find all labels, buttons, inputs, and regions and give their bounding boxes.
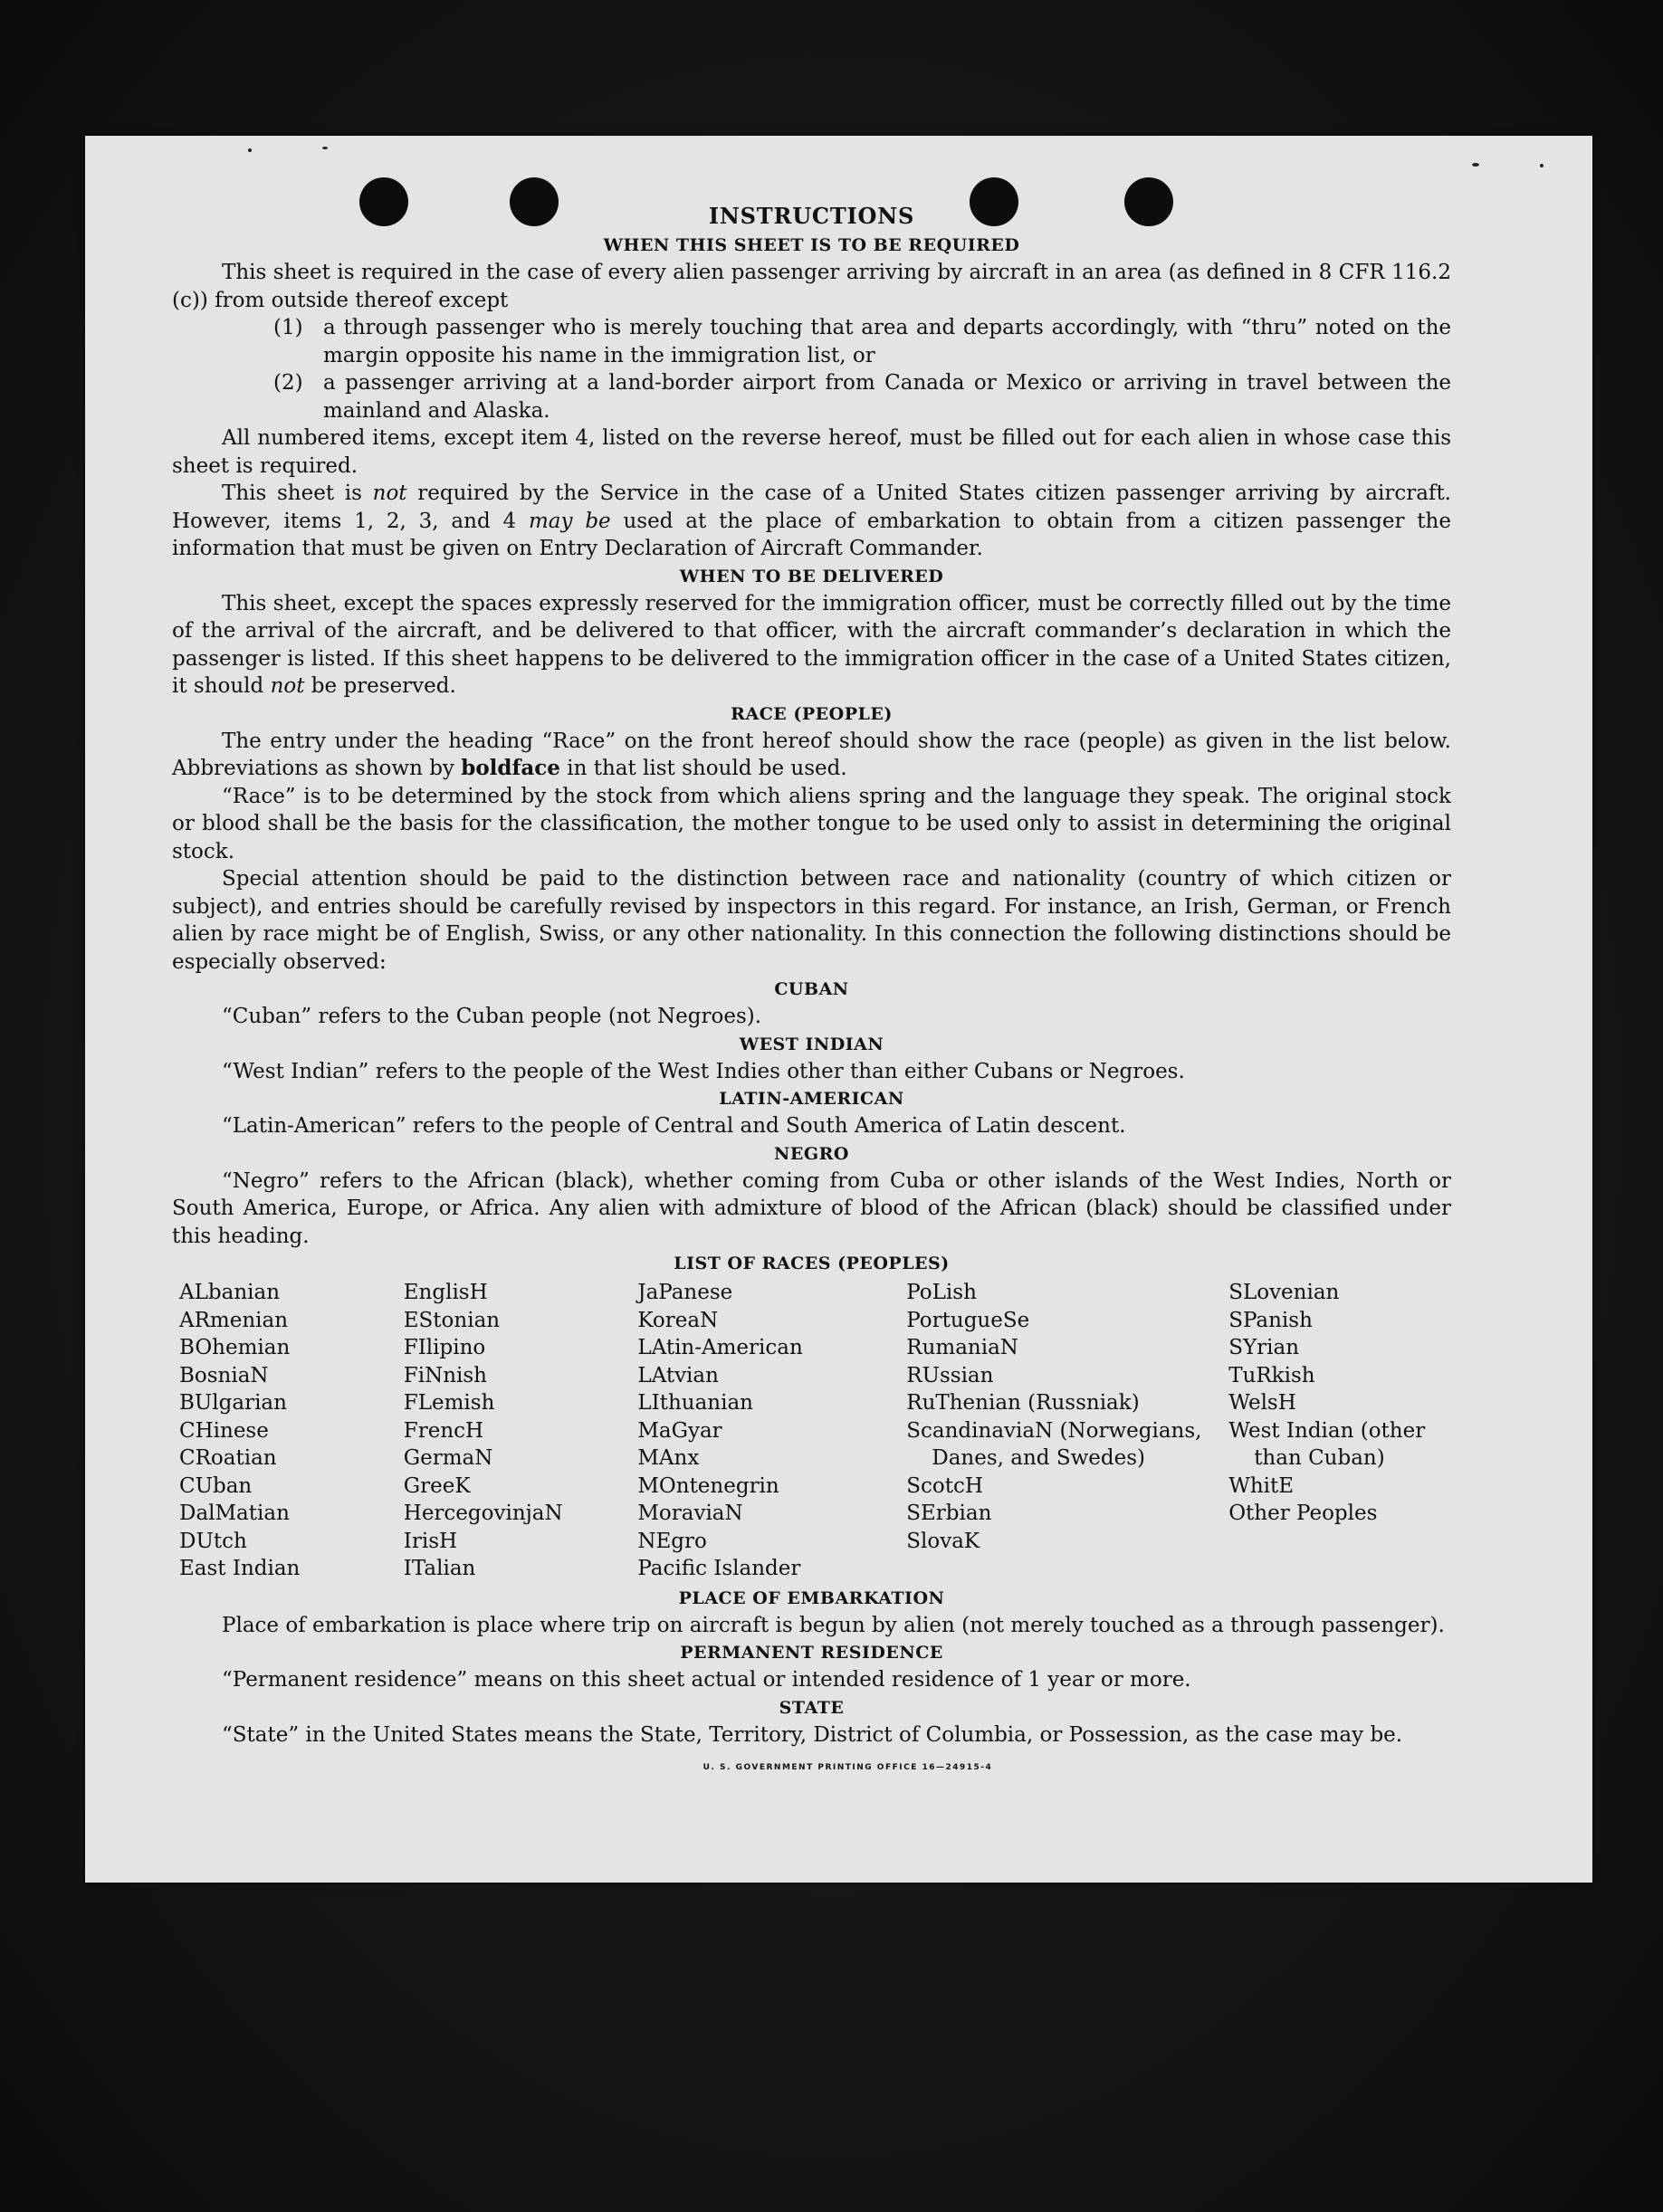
section-heading-west-indian: WEST INDIAN bbox=[739, 1034, 884, 1054]
race-entry: LAtin-American bbox=[637, 1336, 803, 1359]
race-entry: FIlipino bbox=[403, 1336, 486, 1359]
race-entry: ScotcH bbox=[906, 1473, 983, 1498]
race-entry: EnglisH bbox=[403, 1281, 488, 1304]
races-column bbox=[1228, 1279, 1451, 1583]
race-entry: LAtvian bbox=[637, 1363, 719, 1387]
section-heading-permanent-residence: PERMANENT RESIDENCE bbox=[680, 1643, 943, 1663]
race-entry: SPanish bbox=[1228, 1308, 1313, 1332]
latin-american-definition: “Latin-American” refers to the people of Central and South America of Latin descent. bbox=[222, 1114, 1126, 1138]
race-entry: East Indian bbox=[179, 1557, 301, 1580]
section-heading-race: RACE (PEOPLE) bbox=[731, 703, 893, 724]
race-entry: FiNnish bbox=[403, 1363, 487, 1387]
section-heading-when-required: WHEN THIS SHEET IS TO BE REQUIRED bbox=[603, 235, 1020, 255]
exception-item bbox=[273, 314, 1451, 369]
race-entry: MAnx bbox=[637, 1446, 700, 1470]
race-entry: DalMatian bbox=[179, 1502, 290, 1525]
race-entry: SLovenian bbox=[1228, 1281, 1340, 1304]
state-definition: “State” in the United States means the State, Territory, District of Columbia, or Possession, as the case may be. bbox=[222, 1722, 1403, 1747]
race-entry: CHinese bbox=[179, 1418, 269, 1443]
race-entry: WhitE bbox=[1228, 1473, 1295, 1498]
negro-definition: “Negro” refers to the African (black), whether coming from Cuba or other islands of the West Indies, North or South America, Europe, or Africa. Any alien with admixture of blood of the African (black) should be classified under this heading. bbox=[172, 1168, 1451, 1248]
page-title: INSTRUCTIONS bbox=[708, 203, 915, 229]
race-paragraph: “Race” is to be determined by the stock from which aliens spring and the language they speak. The original stock or blood shall be the basis for the classification, the mother tongue to be used only to assist in determining the original stock. bbox=[172, 784, 1451, 863]
permanent-residence-definition: “Permanent residence” means on this sheet actual or intended residence of 1 year or more. bbox=[222, 1668, 1191, 1692]
west-indian-definition: “West Indian” refers to the people of the West Indies other than either Cubans or Negroes. bbox=[222, 1059, 1185, 1083]
race-entry: BosniaN bbox=[179, 1363, 269, 1387]
races-column bbox=[404, 1279, 638, 1583]
instructions-content bbox=[172, 201, 1451, 1782]
race-entry: GreeK bbox=[403, 1473, 471, 1498]
race-entry: DUtch bbox=[179, 1529, 247, 1553]
speck bbox=[322, 147, 328, 149]
race-entry: ARmenian bbox=[179, 1308, 289, 1332]
section-heading-negro: NEGRO bbox=[774, 1143, 849, 1164]
race-entry: EStonian bbox=[403, 1308, 501, 1332]
speck bbox=[1472, 163, 1479, 167]
exception-text: a passenger arriving at a land-border airport from Canada or Mexico or arriving in travel between the mainland and Alaska. bbox=[323, 371, 1451, 423]
section-heading-cuban: CUBAN bbox=[774, 979, 849, 999]
race-entry: MoraviaN bbox=[637, 1502, 743, 1525]
race-entry: NEgro bbox=[637, 1529, 707, 1553]
race-entry: SYrian bbox=[1228, 1336, 1300, 1359]
race-entry: ITalian bbox=[403, 1557, 476, 1580]
place-of-embarkation-definition: Place of embarkation is place where trip on aircraft is begun by alien (not merely touched as a through passenger). bbox=[222, 1613, 1445, 1637]
exception-item bbox=[273, 369, 1451, 424]
race-paragraph: The entry under the heading “Race” on the front hereof should show the race (people) as given in the list below. Abbreviations as shown by boldface in that list should be used. bbox=[172, 729, 1451, 780]
exception-text: a through passenger who is merely touching that area and departs accordingly, with “thru” noted on the margin opposite his name in the immigration list, or bbox=[323, 316, 1451, 367]
exception-number: (1) bbox=[273, 316, 303, 339]
race-entry: LIthuanian bbox=[637, 1391, 753, 1415]
race-entry: FrencH bbox=[403, 1418, 484, 1443]
speck bbox=[1540, 164, 1544, 167]
race-entry: MaGyar bbox=[637, 1418, 722, 1443]
race-entry: ALbanian bbox=[179, 1281, 281, 1304]
race-entry: SErbian bbox=[906, 1502, 992, 1525]
race-entry: KoreaN bbox=[637, 1308, 719, 1332]
race-entry: FLemish bbox=[403, 1391, 495, 1415]
numbered-items-paragraph: All numbered items, except item 4, listed on the reverse hereof, must be filled out for each alien in whose case this sheet is required. bbox=[172, 426, 1451, 478]
race-entry: RUssian bbox=[906, 1363, 994, 1387]
speck bbox=[248, 148, 252, 152]
race-entry: TuRkish bbox=[1228, 1363, 1315, 1387]
cuban-definition: “Cuban” refers to the Cuban people (not Negroes). bbox=[222, 1005, 762, 1028]
race-entry: IrisH bbox=[403, 1529, 458, 1553]
section-heading-list-of-races: LIST OF RACES (PEOPLES) bbox=[674, 1254, 950, 1273]
race-entry: Other Peoples bbox=[1228, 1502, 1378, 1525]
race-entry: BOhemian bbox=[179, 1336, 291, 1359]
instruction-sheet bbox=[85, 136, 1592, 1883]
printer-imprint: U. S. GOVERNMENT PRINTING OFFICE 16—24915-4 bbox=[702, 1763, 993, 1772]
races-column bbox=[637, 1279, 906, 1583]
citizen-paragraph: This sheet is not required by the Service in the case of a United States citizen passenger arriving by aircraft. However, items 1, 2, 3, and 4 may be used at the place of embarkation to obtain from a citizen passenger the information that must be given on Entry Declaration of Aircraft Commander. bbox=[172, 481, 1451, 560]
race-entry: Pacific Islander bbox=[637, 1557, 801, 1580]
section-heading-state: STATE bbox=[779, 1697, 845, 1718]
race-entry: MOntenegrin bbox=[637, 1473, 779, 1498]
races-column bbox=[179, 1279, 404, 1583]
race-entry: SlovaK bbox=[906, 1529, 980, 1553]
when-delivered-paragraph: This sheet, except the spaces expressly reserved for the immigration officer, must be correctly filled out by the time of the arrival of the aircraft, and be delivered to that officer, with the aircraft commander’s declaration in which the passenger is listed. If this sheet happens to be delivered to the immigration officer in the case of a United States citizen, it should not be preserved. bbox=[172, 591, 1451, 698]
races-list bbox=[179, 1279, 1451, 1583]
race-entry: WelsH bbox=[1228, 1391, 1296, 1415]
section-heading-when-delivered: WHEN TO BE DELIVERED bbox=[679, 566, 944, 586]
races-column bbox=[906, 1279, 1228, 1583]
race-entry: West Indian (other than Cuban) bbox=[1228, 1418, 1426, 1470]
race-entry: JaPanese bbox=[637, 1281, 733, 1304]
race-entry: HercegovinjaN bbox=[403, 1502, 563, 1525]
race-entry: PoLish bbox=[906, 1281, 977, 1304]
race-entry: RumaniaN bbox=[906, 1336, 1018, 1359]
race-entry: CRoatian bbox=[179, 1446, 277, 1470]
race-entry: ScandinaviaN (Norwegians, Danes, and Swedes) bbox=[906, 1418, 1202, 1470]
race-entry: CUban bbox=[179, 1473, 253, 1498]
race-entry: RuThenian (Russniak) bbox=[906, 1391, 1140, 1415]
race-paragraph: Special attention should be paid to the distinction between race and nationality (country of which citizen or subject), and entries should be carefully revised by inspectors in this regard. For instance, an Irish, German, or French alien by race might be of English, Swiss, or any other nationality. In this connection the following distinctions should be especially observed: bbox=[172, 867, 1451, 974]
race-entry: PortugueSe bbox=[906, 1308, 1030, 1332]
race-entry: BUlgarian bbox=[179, 1391, 287, 1415]
race-entry: GermaN bbox=[403, 1446, 493, 1470]
exception-number: (2) bbox=[273, 371, 303, 395]
section-heading-latin-american: LATIN-AMERICAN bbox=[719, 1089, 904, 1109]
when-required-intro: This sheet is required in the case of every alien passenger arriving by aircraft in an area (as defined in 8 CFR 116.2 (c)) from outside thereof except bbox=[172, 261, 1451, 312]
section-heading-place-of-embarkation: PLACE OF EMBARKATION bbox=[678, 1587, 945, 1608]
